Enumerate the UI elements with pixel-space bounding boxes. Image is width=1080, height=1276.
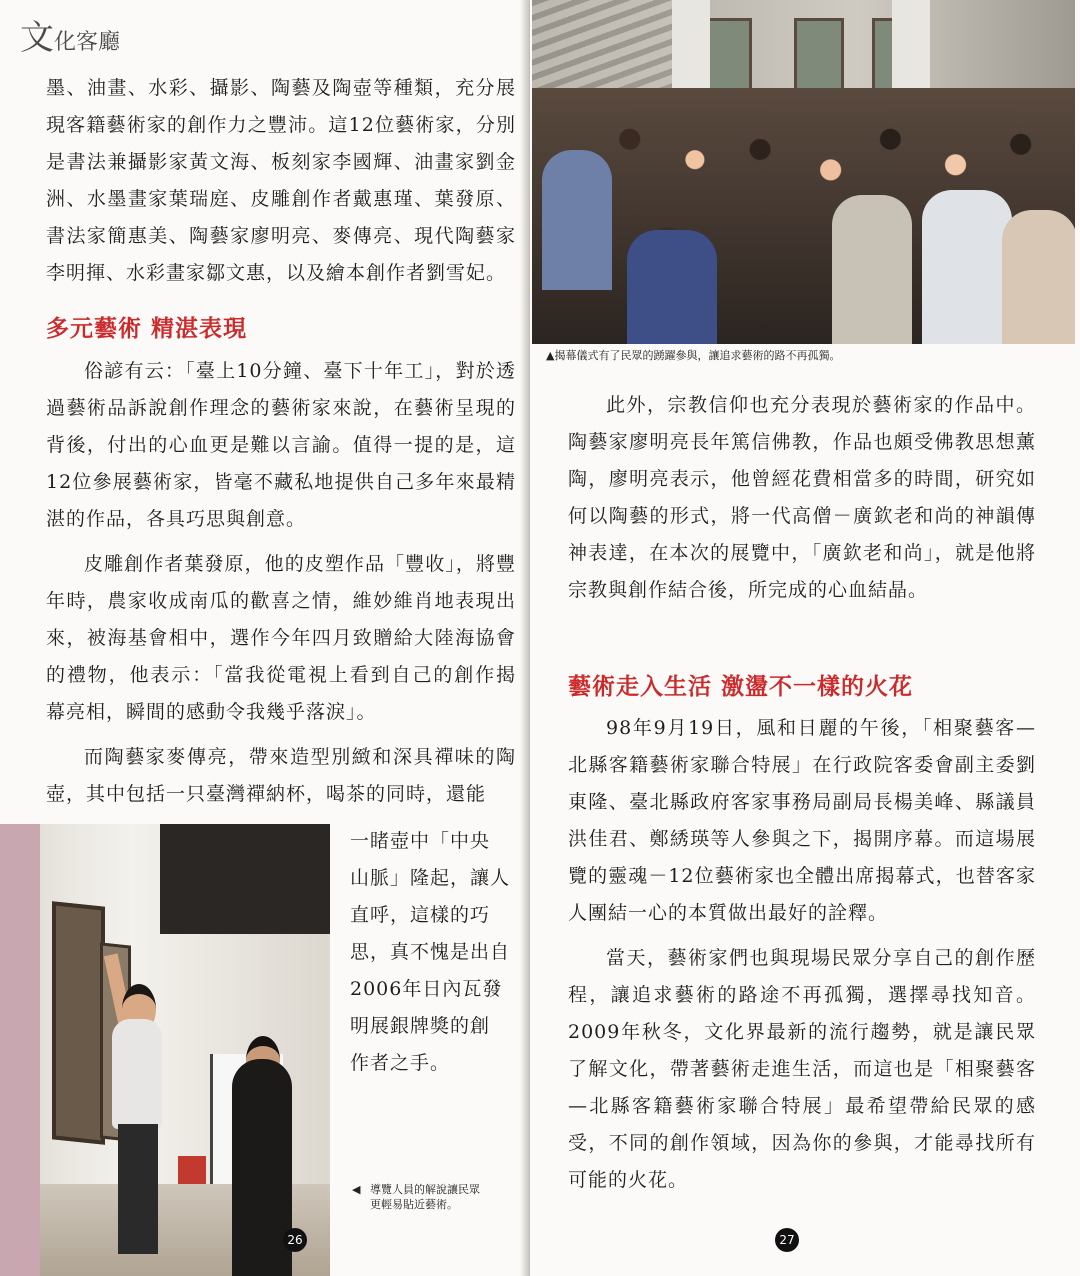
side-line: 思，真不愧是出自 xyxy=(350,941,511,963)
paragraph-sharing: 當天，藝術家們也與現場民眾分享自己的創作歷程，讓追求藝術的路途不再孤獨，選擇尋找知音。2009年秋冬，文化界最新的流行趨勢，就是讓民眾了解文化，帶著藝術走進生活，而這也是「相聚藝客—北縣客籍藝術家聯合特展」最希望帶給民眾的感受，不同的創作領域，因為你的參與，才能尋找所有可能的火花。 xyxy=(568,947,1036,1191)
right-page xyxy=(530,0,1080,1276)
section-heading-art-life: 藝術走入生活 激盪不一樣的火花 xyxy=(568,674,914,700)
side-line: 作者之手。 xyxy=(350,1052,451,1074)
paragraph-proverb: 俗諺有云：「臺上10分鐘、臺下十年工」，對於透過藝術品訴說創作理念的藝術家來說，在藝術呈現的背後，付出的心血更是難以言諭。值得一提的是，這12位參展藝術家，皆毫不藏私地提供自己多年來最精湛的作品，各具巧思與創意。 xyxy=(46,360,516,530)
left-page xyxy=(0,0,528,1276)
side-line: 一睹壺中「中央 xyxy=(350,830,491,852)
body-text-left xyxy=(46,353,516,813)
intro-paragraph: 墨、油畫、水彩、攝影、陶藝及陶壺等種類，充分展現客籍藝術家的創作力之豐沛。這12位藝術家，分別是書法兼攝影家黃文海、板刻家李國輝、油畫家劉金洲、水墨畫家葉瑞庭、皮雕創作者戴惠瑾、葉發原、書法家簡惠美、陶藝家廖明亮、麥傳亮、現代陶藝家李明揮、水彩畫家鄒文惠，以及繪本創作者劉雪妃。 xyxy=(46,77,516,284)
side-line: 明展銀牌獎的創 xyxy=(350,1015,491,1037)
side-text-column xyxy=(350,823,518,1082)
ceremony-photo-caption: ▲揭幕儀式有了民眾的踴躍參與，讓追求藝術的路不再孤獨。 xyxy=(546,349,841,362)
body-text-right-bottom xyxy=(568,710,1036,1199)
gallery-guide-photo xyxy=(0,824,330,1276)
body-text-right-top xyxy=(568,387,1036,609)
side-line: 直呼，這樣的巧 xyxy=(350,904,491,926)
caption-arrow-icon: ◀ xyxy=(352,1183,361,1196)
paragraph-religion: 此外，宗教信仰也充分表現於藝術家的作品中。陶藝家廖明亮長年篤信佛教，作品也頗受佛教思想薰陶，廖明亮表示，他曾經花費相當多的時間，研究如何以陶藝的形式，將一代高僧－廣欽老和尚的神韻傳神表達，在本次的展覽中，「廣欽老和尚」，就是他將宗教與創作結合後，所完成的心血結晶。 xyxy=(568,394,1036,601)
side-line: 山脈」隆起，讓人 xyxy=(350,867,511,889)
ceremony-crowd-photo xyxy=(532,0,1075,344)
section-heading-diverse-art: 多元藝術 精湛表現 xyxy=(46,316,248,342)
paragraph-leather-artist: 皮雕創作者葉發原，他的皮塑作品「豐收」，將豐年時，農家收成南瓜的歡喜之情，維妙維肖地表現出來，被海基會相中，選作今年四月致贈給大陸海協會的禮物，他表示：「當我從電視上看到自己的創作揭幕亮相，瞬間的感動令我幾乎落淚」。 xyxy=(46,553,516,723)
paragraph-ceramic-artist: 而陶藝家麥傳亮，帶來造型別緻和深具禪味的陶壺，其中包括一只臺灣禪納杯，喝茶的同時，還能 xyxy=(46,746,516,805)
paragraph-opening-ceremony: 98年9月19日，風和日麗的午後，「相聚藝客—北縣客籍藝術家聯合特展」在行政院客委會副主委劉東隆、臺北縣政府客家事務局副局長楊美峰、縣議員洪佳君、鄭綉瑛等人參與之下，揭開序幕。而這場展覽的靈魂－12位藝術家也全體出席揭幕式，也替客家人團結一心的本質做出最好的詮釋。 xyxy=(568,717,1036,924)
guide-photo-caption: ◀ 導覽人員的解說讓民眾 更輕易貼近藝術。 xyxy=(352,1183,480,1211)
side-line: 2006年日內瓦發 xyxy=(350,978,503,1000)
page-number-left: 26 xyxy=(283,1228,307,1252)
page-number-right: 27 xyxy=(775,1228,799,1252)
section-name: 文化客廳 xyxy=(20,18,121,58)
